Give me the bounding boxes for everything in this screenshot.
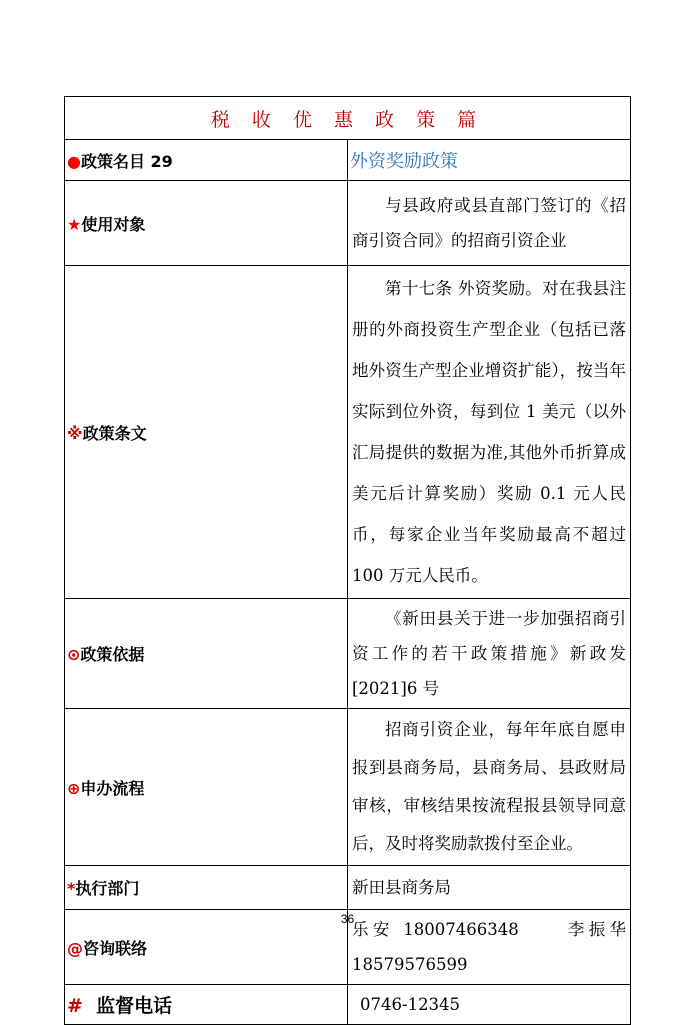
basis-label: ⊙政策依据: [65, 599, 348, 709]
supervision-label: # 监督电话: [65, 985, 348, 1025]
department-value: 新田县商务局: [348, 866, 631, 910]
policy-table: [64, 96, 631, 1025]
supervision-value: 0746-12345: [348, 985, 631, 1025]
circle-plus-icon: ⊕: [67, 778, 81, 798]
department-label: *执行部门: [65, 866, 348, 910]
hash-icon: #: [67, 995, 83, 1017]
provision-value: 第十七条 外资奖励。对在我县注册的外商投资生产型企业（包括已落地外资生产型企业增资扩能），按当年实际到位外资，每到位 1 美元（以外汇局提供的数据为准,其他外币折算成美元后计算奖励）奖励 0.1 元人民币，每家企业当年奖励最高不超过 100 万元人民币。: [348, 266, 631, 599]
process-label: ⊕申办流程: [65, 709, 348, 866]
reference-mark-icon: ※: [67, 423, 83, 443]
bullet-icon: ●: [67, 151, 81, 171]
page-number: 36: [340, 912, 355, 926]
contact-label: @咨询联络: [65, 910, 348, 985]
contact2-name: 李振华: [567, 920, 627, 939]
process-value: 招商引资企业，每年年底自愿申报到县商务局，县商务局、县政财局审核，审核结果按流程报县领导同意后，及时将奖励款拨付至企业。: [348, 709, 631, 866]
at-icon: @: [67, 938, 83, 958]
contact2-phone: 18579576599: [352, 955, 468, 974]
contact1-phone: 18007466348: [403, 920, 519, 939]
basis-value: 《新田县关于进一步加强招商引资工作的若干政策措施》新政发[2021]6 号: [348, 599, 631, 709]
policy-name-value: 外资奖励政策: [348, 140, 631, 181]
target-value: 与县政府或县直部门签订的《招商引资合同》的招商引资企业: [348, 181, 631, 266]
contact1-name: 乐安: [352, 920, 394, 939]
section-title: 税 收 优 惠 政 策 篇: [65, 97, 631, 140]
policy-name-label: ●政策名目 29: [65, 140, 348, 181]
star-icon: ★: [67, 214, 82, 234]
asterisk-icon: *: [67, 879, 76, 898]
target-label: ★使用对象: [65, 181, 348, 266]
provision-label: ※政策条文: [65, 266, 348, 599]
circle-dot-icon: ⊙: [67, 645, 81, 664]
